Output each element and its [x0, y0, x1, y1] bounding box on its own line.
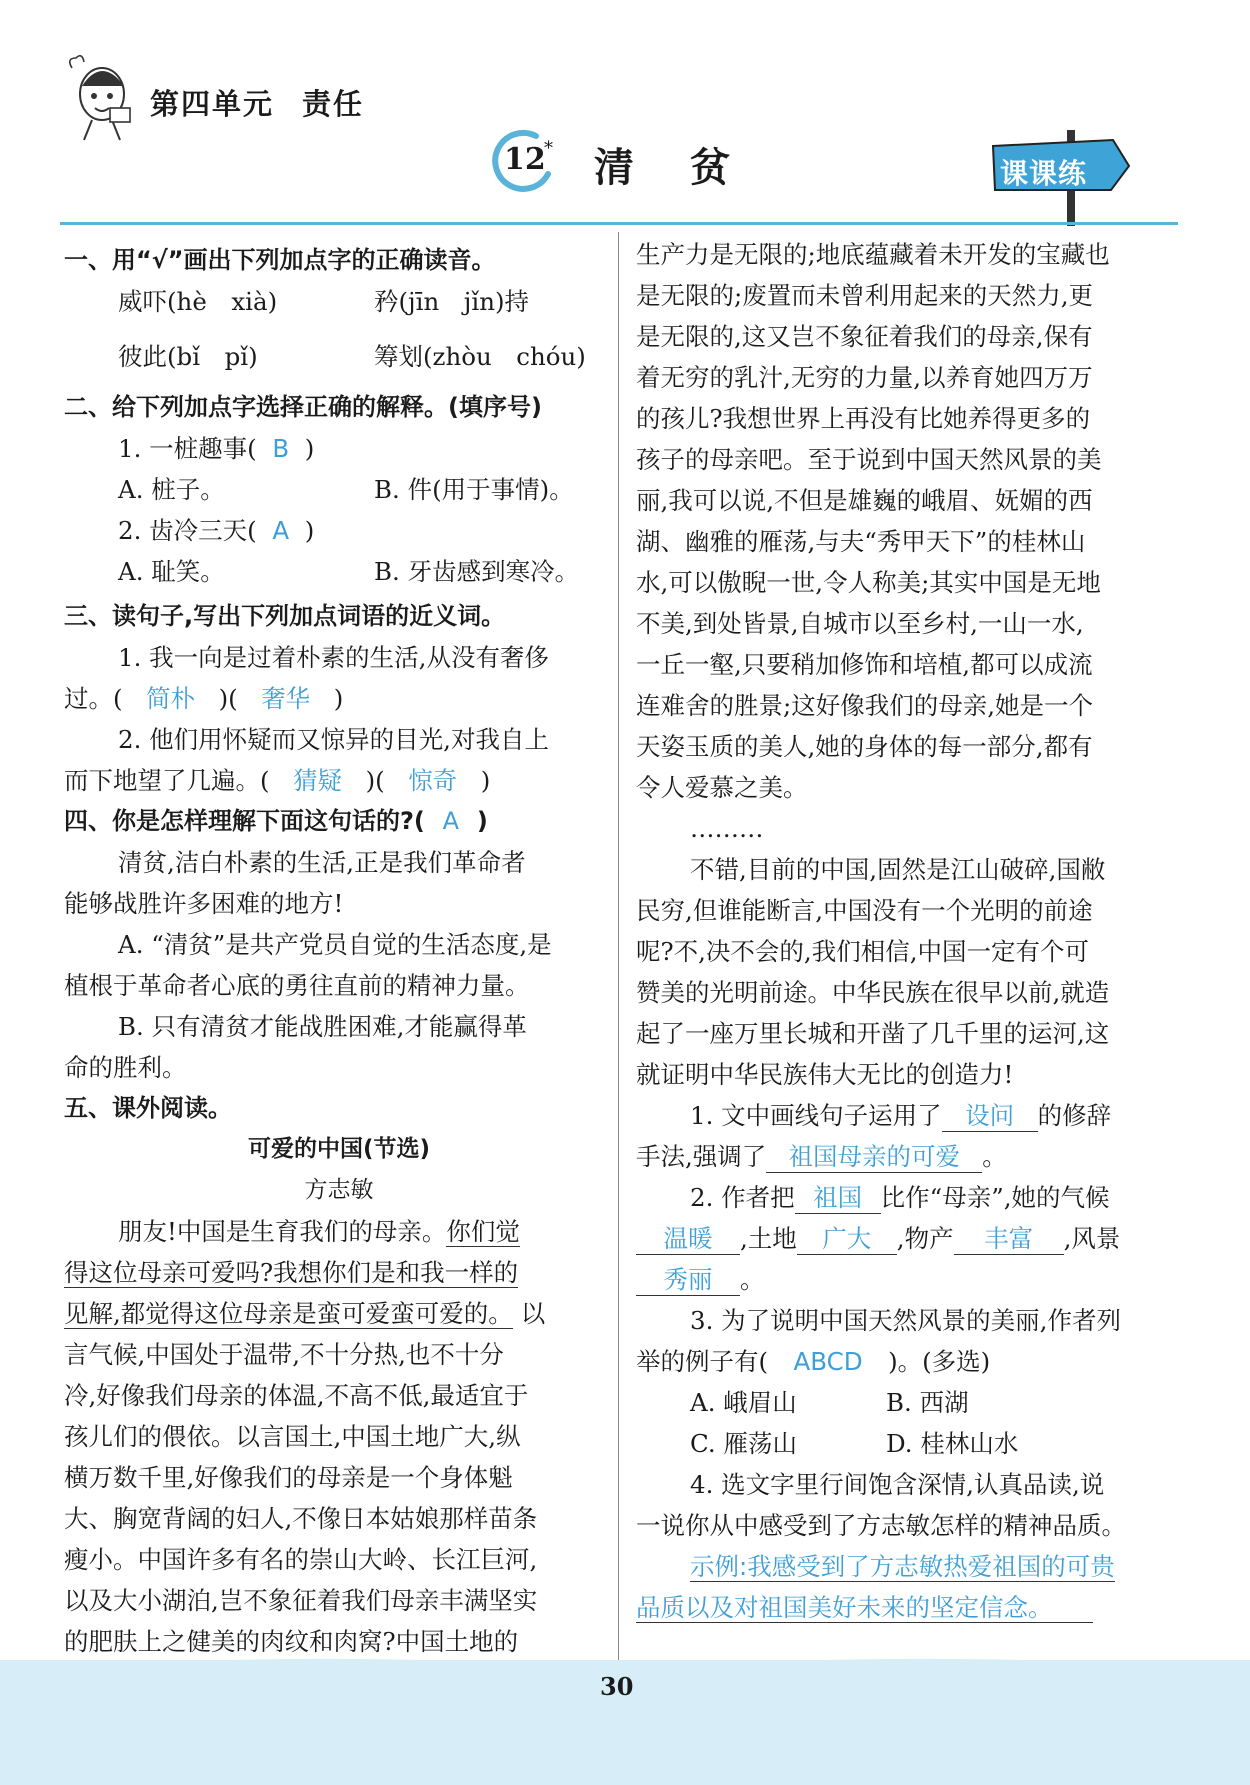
- passage-cont-line-5: 的孩儿?我想世界上再没有比她养得更多的: [636, 404, 1091, 433]
- q1-answer-2: 祖国母亲的可爱: [766, 1142, 982, 1173]
- passage-cont-line-15: 不错,目前的中国,固然是江山破碎,国敝: [690, 855, 1106, 884]
- s2-q1-answer: B: [272, 434, 290, 463]
- unit-label: [150, 82, 364, 123]
- reading-title: 可爱的中国(节选): [247, 1136, 431, 1162]
- right-column: [636, 234, 1181, 1628]
- paren: (: [228, 684, 238, 713]
- q2-text: 2. 作者把: [690, 1183, 795, 1212]
- column-divider: [618, 232, 619, 1660]
- section-2-title: 二、给下列加点字选择正确的解释。(填序号): [64, 393, 542, 421]
- passage-cont-line-20: 就证明中华民族伟大无比的创造力!: [636, 1060, 1014, 1089]
- passage-cont-line-1: 生产力是无限的;地底蕴藏着未开发的宝藏也: [636, 240, 1110, 269]
- q3-text: )。(多选): [888, 1347, 991, 1376]
- q2-answer-3: 广大: [797, 1224, 897, 1255]
- passage-cont-line-11: 一丘一壑,只要稍加修饰和培植,都可以成流: [636, 650, 1093, 679]
- q2-text: ,风景: [1063, 1224, 1121, 1253]
- q4-line2: 一说你从中感受到了方志敏怎样的精神品质。: [636, 1511, 1126, 1540]
- paren: ): [365, 766, 376, 795]
- q1-answer-1: 设问: [942, 1101, 1038, 1132]
- q3-option-c: C. 雁荡山: [690, 1429, 797, 1458]
- q3-options-row2: [636, 1423, 1181, 1464]
- lesson-title: 清贫: [594, 144, 786, 191]
- s1-item-4: 筹划(zhòu chóu): [374, 342, 586, 371]
- passage-ellipsis: ………: [690, 814, 764, 843]
- s4-option-b-line1: B. 只有清贫才能战胜困难,才能赢得革: [118, 1012, 527, 1041]
- s1-item-3: 彼此(bǐ pǐ): [118, 342, 258, 371]
- page-number: 30: [600, 1672, 634, 1701]
- passage-line-7: 横万数千里,好像我们的母亲是一个身体魁: [64, 1463, 513, 1492]
- unit-theme: 责任: [302, 87, 365, 121]
- s3-q2-answer-2: 惊奇: [408, 766, 458, 795]
- passage-line-5: 冷,好像我们母亲的体温,不高不低,最适宜于: [64, 1381, 529, 1410]
- q1-text: 的修辞: [1037, 1101, 1112, 1130]
- q2-text: ,土地: [740, 1224, 797, 1253]
- paren: ): [304, 434, 315, 463]
- s2-q2: [64, 510, 614, 551]
- paren: (: [375, 766, 385, 795]
- s1-item-2: 矜(jīn jǐn)持: [374, 287, 530, 316]
- passage-cont-line-9: 水,可以傲睨一世,令人称美;其实中国是无地: [636, 568, 1101, 597]
- q3-option-b: B. 西湖: [886, 1388, 969, 1417]
- s3-q2-text: 而下地望了几遍。: [64, 766, 260, 795]
- q2-line2: [636, 1218, 1181, 1259]
- s2-q2-text: 2. 齿冷三天(: [118, 516, 257, 545]
- q2-line1: [636, 1177, 1181, 1218]
- q3-options-row1: [636, 1382, 1181, 1423]
- q3-option-d: D. 桂林山水: [886, 1429, 1019, 1458]
- s1-row-1: [64, 281, 614, 322]
- paren: ): [480, 766, 491, 795]
- q2-answer-4: 丰富: [954, 1224, 1064, 1255]
- s2-q1-text: 1. 一桩趣事(: [118, 434, 257, 463]
- q2-answer-2: 温暖: [636, 1224, 740, 1255]
- passage-cont-line-8: 湖、幽雅的雁荡,与夫“秀甲天下”的桂林山: [636, 527, 1086, 556]
- passage-cont-line-2: 是无限的;废置而未曾利用起来的天然力,更: [636, 281, 1094, 310]
- q4-answer-line2: [636, 1587, 1181, 1628]
- s3-q1-line1: 1. 我一向是过着朴素的生活,从没有奢侈: [118, 643, 549, 672]
- q2-text: 。: [740, 1265, 765, 1294]
- section-1-title: 一、用“√”画出下列加点字的正确读音。: [64, 246, 496, 274]
- section-5-title: 五、课外阅读。: [64, 1094, 232, 1122]
- s2-q1: [64, 428, 614, 469]
- passage-cont-line-7: 丽,我可以说,不但是雄巍的峨眉、妩媚的西: [636, 486, 1093, 515]
- q1-line1: [636, 1095, 1181, 1136]
- lesson-number: 12: [504, 142, 546, 177]
- q4-answer-line1: [636, 1546, 1181, 1587]
- q3-option-a: A. 峨眉山: [690, 1388, 797, 1417]
- s4-option-a-line2: 植根于革命者心底的勇往直前的精神力量。: [64, 971, 530, 1000]
- passage-cont-line-12: 连难舍的胜景;这好像我们的母亲,她是一个: [636, 691, 1094, 720]
- paren: ): [218, 684, 229, 713]
- s4-quote-line2: 能够战胜许多困难的地方!: [64, 889, 344, 918]
- passage-underlined: 你们觉: [446, 1217, 520, 1246]
- paren: ): [333, 684, 344, 713]
- q2-text: ,物产: [896, 1224, 954, 1253]
- passage-cont-line-14: 令人爱慕之美。: [636, 773, 808, 802]
- passage-cont-line-13: 天姿玉质的美人,她的身体的每一部分,都有: [636, 732, 1093, 761]
- passage-line-8: 大、胸宽背阔的妇人,不像日本姑娘那样苗条: [64, 1504, 538, 1533]
- passage-underlined: 得这位母亲可爱吗?我想你们是和我一样的: [64, 1258, 519, 1287]
- section-3-title: 三、读句子,写出下列加点词语的近义词。: [64, 602, 506, 630]
- paren: (: [113, 684, 123, 713]
- s1-item-1: 威吓(hè xià): [118, 287, 278, 316]
- s4-option-b-line2: 命的胜利。: [64, 1053, 187, 1082]
- passage-cont-line-17: 呢?不,决不会的,我们相信,中国一定有个可: [636, 937, 1089, 966]
- q4-answer-text-1: 示例:我感受到了方志敏热爱祖国的可贵: [690, 1552, 1115, 1581]
- q1-text: 1. 文中画线句子运用了: [690, 1101, 942, 1130]
- s2-q2-option-a: A. 耻笑。: [118, 557, 225, 586]
- q1-line2: [636, 1136, 1181, 1177]
- paren: (: [260, 766, 270, 795]
- s4-title-text: 四、你是怎样理解下面这句话的?(: [64, 807, 425, 835]
- s2-q1-option-a: A. 桩子。: [118, 475, 225, 504]
- s2-q2-answer: A: [272, 516, 290, 545]
- q4-line1: 4. 选文字里行间饱含深情,认真品读,说: [690, 1470, 1105, 1499]
- s2-q2-options: [64, 551, 614, 592]
- s4-quote-line1: 清贫,洁白朴素的生活,正是我们革命者: [118, 848, 526, 877]
- s4-option-a-line1: A. “清贫”是共产党员自觉的生活态度,是: [118, 930, 552, 959]
- s2-q1-options: [64, 469, 614, 510]
- passage-text: 以: [520, 1299, 546, 1328]
- passage-text: 朋友!中国是生育我们的母亲。: [118, 1217, 447, 1246]
- s3-q1-text: 过。: [64, 684, 113, 713]
- s3-q2-line2: [64, 760, 614, 801]
- q3-line2: [636, 1341, 1181, 1382]
- s4-answer: A: [442, 807, 460, 835]
- q3-line1: 3. 为了说明中国天然风景的美丽,作者列: [690, 1306, 1121, 1335]
- badge-label: 课课练: [1000, 157, 1088, 190]
- paren: ): [476, 807, 488, 835]
- s3-q1-answer-2: 奢华: [261, 684, 311, 713]
- passage-cont-line-4: 着无穷的乳汁,无穷的力量,以养育她四万万: [636, 363, 1093, 392]
- s3-q2-answer-1: 猜疑: [293, 766, 343, 795]
- q4-answer-text-2: 品质以及对祖国美好未来的坚定信念。: [636, 1593, 1093, 1623]
- passage-cont-line-6: 孩子的母亲吧。至于说到中国天然风景的美: [636, 445, 1102, 474]
- passage-line-1: [64, 1211, 614, 1252]
- section-4-title: [64, 801, 614, 842]
- q3-answer: ABCD: [793, 1347, 863, 1376]
- lesson-star: *: [544, 138, 553, 159]
- left-column: [64, 240, 614, 1662]
- q1-text: 手法,强调了: [636, 1142, 767, 1171]
- q2-text: 比作“母亲”,她的气候: [880, 1183, 1110, 1212]
- passage-line-6: 孩儿们的偎依。以言国土,中国土地广大,纵: [64, 1422, 521, 1451]
- passage-cont-line-18: 赞美的光明前途。中华民族在很早以前,就造: [636, 978, 1110, 1007]
- passage-line-11: 的肥肤上之健美的肉纹和肉窝?中国土地的: [64, 1627, 519, 1656]
- mascot-icon: [62, 46, 144, 146]
- s2-q2-option-b: B. 牙齿感到寒冷。: [374, 557, 580, 586]
- unit-name: 第四单元: [150, 87, 275, 121]
- passage-cont-line-16: 民穷,但谁能断言,中国没有一个光明的前途: [636, 896, 1093, 925]
- passage-line-10: 以及大小湖泊,岂不象征着我们母亲丰满坚实: [64, 1586, 538, 1615]
- q1-text: 。: [982, 1142, 1007, 1171]
- passage-line-2: [64, 1252, 614, 1293]
- q2-answer-5: 秀丽: [636, 1265, 740, 1296]
- s3-q2-line1: 2. 他们用怀疑而又惊异的目光,对我自上: [118, 725, 549, 754]
- q2-answer-1: 祖国: [795, 1183, 881, 1214]
- s3-q1-answer-1: 简朴: [146, 684, 196, 713]
- s3-q1-line2: [64, 678, 614, 719]
- passage-line-4: 言气候,中国处于温带,不十分热,也不十分: [64, 1340, 504, 1369]
- passage-line-9: 瘦小。中国许多有名的崇山大岭、长江巨河,: [64, 1545, 538, 1574]
- passage-cont-line-3: 是无限的,这又岂不象征着我们的母亲,保有: [636, 322, 1093, 351]
- paren: ): [304, 516, 315, 545]
- q3-text: 举的例子有(: [636, 1347, 769, 1376]
- s1-row-2: [64, 336, 614, 377]
- passage-line-3: [64, 1293, 614, 1334]
- passage-cont-line-19: 起了一座万里长城和开凿了几千里的运河,这: [636, 1019, 1110, 1048]
- reading-author: 方志敏: [304, 1177, 374, 1203]
- passage-underlined: 见解,都觉得这位母亲是蛮可爱蛮可爱的。: [64, 1299, 513, 1328]
- s2-q1-option-b: B. 件(用于事情)。: [374, 475, 574, 504]
- header-rule: [60, 222, 1178, 225]
- q2-line3: [636, 1259, 1181, 1300]
- passage-cont-line-10: 不美,到处皆景,自城市以至乡村,一山一水,: [636, 609, 1084, 638]
